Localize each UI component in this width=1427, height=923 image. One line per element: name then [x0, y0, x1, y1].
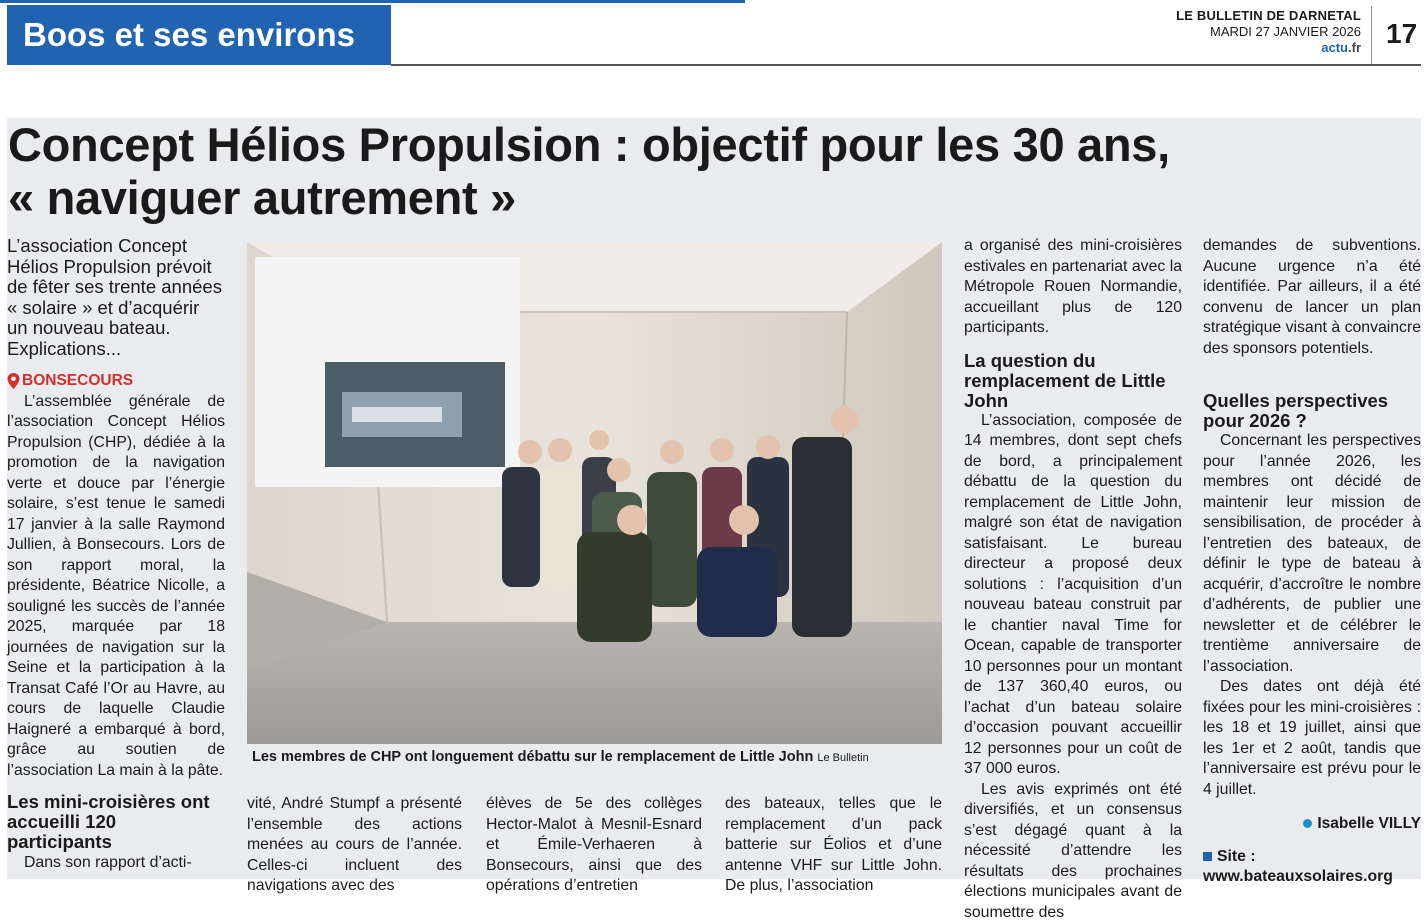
photo-caption [252, 748, 942, 767]
publication-info [1176, 8, 1361, 56]
subhead-mini-croisieres: Les mini-croisières ont accueilli 120 participants [7, 792, 225, 852]
newspaper-name: LE BULLETIN DE DARNETAL [1176, 8, 1361, 24]
article-lead: L’association Concept Hélios Propulsion prévoit de fêter ses trente années « solaire » et d’acquérir un nouveau bateau. Explications... [7, 236, 225, 359]
column-6 [1203, 236, 1421, 888]
headline-line-1: Concept Hélios Propulsion : objectif pour les 30 ans, [8, 118, 1170, 171]
subhead-little-john: La question du remplacement de Little John [964, 351, 1182, 411]
column-1 [7, 236, 225, 874]
location-pin-icon [7, 373, 20, 389]
site-name: actu [1321, 40, 1348, 55]
author-signature [1203, 814, 1421, 835]
paragraph-1: L’assemblée générale de l’association Concept Hélios Propulsion (CHP), dédiée à la promotion de la navigation verte et douce par l’énergie solaire, s’est tenue le samedi 17 janvier à la salle Raymond Jullien, à Bonsecours. Lors de son rapport moral, la présidente, Béatrice Nicolle, a souligné les succès de l’année 2025, marquée par 18 journées de navigation sur la Seine et la participation à la Transat Café l’Or au Havre, au cours de laquelle Claudie Haigneré a embarqué à bord, grâce au soutien de l’association La main à la pâte. [7, 392, 225, 782]
issue-date: MARDI 27 JANVIER 2026 [1176, 24, 1361, 40]
photo-credit: Le Bulletin [817, 752, 868, 764]
group-photo [247, 242, 942, 744]
column-5 [964, 236, 1182, 923]
subhead-perspectives: Quelles perspectives pour 2026 ? [1203, 391, 1421, 431]
page-number: 17 [1386, 18, 1417, 50]
paragraph-8: Des dates ont déjà été fixées pour les mini-croisières : les 18 et 19 juillet, ainsi que les 1er et 2 août, tandis que l’anniversaire est prévu pour le 4 juillet. [1203, 677, 1421, 800]
paragraph-3: a organisé des mini-croisières estivales en partenariat avec la Métropole Rouen Normandie, accueillant plus de 120 participants. [964, 236, 1182, 339]
page-number-separator [1371, 6, 1372, 64]
square-bullet-icon [1203, 852, 1212, 861]
headline-line-2: « naviguer autrement » [8, 171, 516, 224]
author-dot-icon [1303, 819, 1312, 828]
article-headline [8, 118, 1418, 224]
location-name: BONSECOURS [22, 371, 133, 392]
author-name: Isabelle VILLY [1317, 815, 1421, 832]
column-3-bottom [486, 794, 702, 897]
paragraph-7: Concernant les perspectives pour l’année 2026, les membres ont décidé de maintenir leur mission de sensibilisation, de procéder à l’entretien des bateaux, de définir le type de bateau à acquérir, d’accroître le nombre d’adhérents, de publier une newsletter et de célébrer le trentième anniversaire de l’association. [1203, 431, 1421, 677]
site-link[interactable] [1176, 40, 1361, 56]
section-banner: Boos et ses environs [7, 5, 391, 65]
column-2-bottom [247, 794, 462, 897]
column-4-bottom [725, 794, 942, 897]
location-tag [7, 371, 225, 392]
website-reference[interactable] [1203, 847, 1421, 888]
paragraph-6: demandes de subventions. Aucune urgence n’a été identifiée. Par ailleurs, il a été convenu de lancer un plan stratégique visant à convaincre des sponsors potentiels. [1203, 236, 1421, 359]
paragraph-2b: vité, André Stumpf a présenté l’ensemble des actions menées au cours de l’année. Celles-ci incluent des navigations avec des [247, 794, 462, 897]
paragraph-5: Les avis exprimés ont été diversifiés, et un consensus s’est dégagé quant à la nécessité d’attendre les résultats des prochaines élections municipales avant de soumettre des [964, 780, 1182, 923]
top-accent-line [0, 0, 745, 3]
paragraph-2a: Dans son rapport d’acti- [7, 853, 225, 874]
website-text: Site : www.bateauxsolaires.org [1203, 848, 1393, 886]
group-photo-illustration [247, 242, 942, 744]
paragraph-4: L’association, composée de 14 membres, dont sept chefs de bord, a principalement débattu de la question du remplacement de Little John, malgré son état de navigation satisfaisant. Le bureau directeur a proposé deux solutions : l’acquisition d’un nouveau bateau construit par le chantier naval Time for Ocean, capable de transporter 10 personnes pour un montant de 137 360,40 euros, ou l’achat d’un bateau solaire d’occasion pouvant accueillir 12 personnes pour un coût de 37 000 euros. [964, 411, 1182, 780]
caption-text: Les membres de CHP ont longuement débattu sur le remplacement de Little John [252, 749, 813, 765]
paragraph-2d: des bateaux, telles que le remplacement d’un pack batterie sur Éolios et d’une antenne VHF sur Little John. De plus, l’association [725, 794, 942, 897]
site-tld: .fr [1348, 40, 1361, 55]
paragraph-2c: élèves de 5e des collèges Hector-Malot à Mesnil-Esnard et Émile-Verhaeren à Bonsecours, ainsi que des opérations d’entretien [486, 794, 702, 897]
header-rule [391, 64, 1421, 66]
